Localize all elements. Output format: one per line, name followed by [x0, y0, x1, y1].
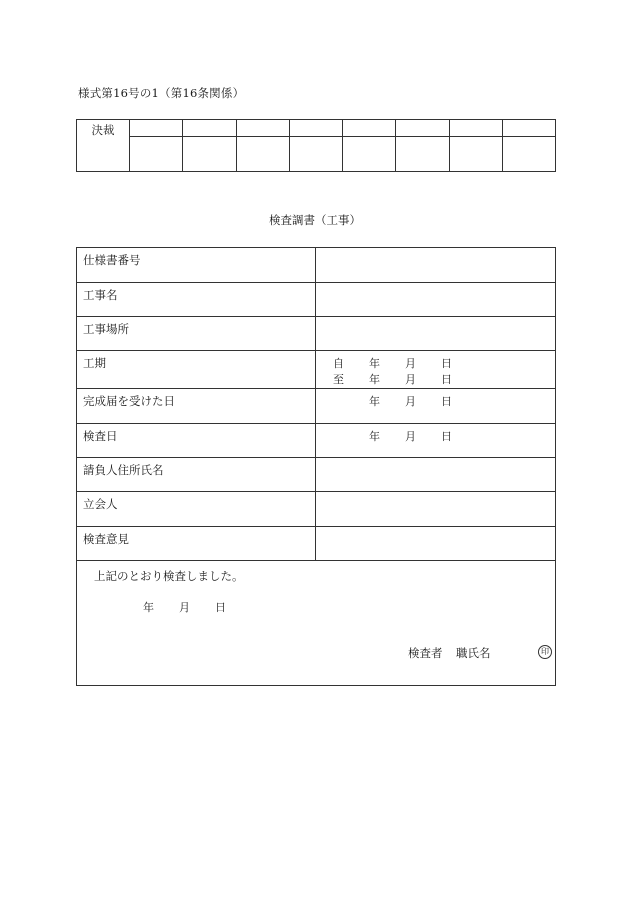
- approval-cell: [130, 120, 183, 137]
- column-divider: [315, 248, 316, 282]
- row-witness: [77, 492, 555, 527]
- approval-cell: [289, 120, 342, 137]
- period-from-label: 自: [333, 357, 344, 370]
- approval-stamp-cell: [449, 137, 502, 172]
- column-divider: [315, 527, 316, 560]
- approval-stamp-cell: [130, 137, 183, 172]
- year-unit: 年: [369, 357, 380, 370]
- statement: 上記のとおり検査しました。: [94, 569, 244, 583]
- month-unit: 月: [405, 395, 416, 408]
- row-label: 立会人: [83, 497, 118, 511]
- approval-stamp-cell: [183, 137, 236, 172]
- row-work-name: [77, 283, 555, 317]
- row-spec-number: [77, 248, 555, 283]
- month-unit: 月: [405, 357, 416, 370]
- row-completion-notice-date: [77, 389, 555, 424]
- day-unit: 日: [441, 373, 452, 386]
- year-unit: 年: [143, 601, 154, 614]
- approval-stamp-cell: [502, 137, 555, 172]
- approval-stamp-cell: [343, 137, 396, 172]
- month-unit: 月: [405, 430, 416, 443]
- form-number: 様式第16号の1（第16条関係）: [78, 86, 245, 100]
- approval-cell: [343, 120, 396, 137]
- row-label: 完成届を受けた日: [83, 394, 175, 408]
- row-label: 請負人住所氏名: [83, 463, 164, 477]
- row-contractor: [77, 458, 555, 492]
- day-unit: 日: [441, 430, 452, 443]
- column-divider: [315, 351, 316, 388]
- day-unit: 日: [441, 357, 452, 370]
- column-divider: [315, 389, 316, 423]
- row-work-location: [77, 317, 555, 351]
- row-label: 仕様書番号: [83, 253, 141, 267]
- row-inspection-opinion: [77, 527, 555, 561]
- approval-cell: [449, 120, 502, 137]
- approval-stamp-cell: [396, 137, 449, 172]
- column-divider: [315, 492, 316, 526]
- day-unit: 日: [441, 395, 452, 408]
- approval-label: 決裁: [77, 120, 130, 172]
- row-label: 検査意見: [83, 532, 129, 546]
- approval-cell: [502, 120, 555, 137]
- year-unit: 年: [369, 395, 380, 408]
- approval-stamp-cell: [289, 137, 342, 172]
- document-title: 検査調書（工事）: [269, 213, 361, 227]
- month-unit: 月: [179, 601, 190, 614]
- row-work-period: [77, 351, 555, 389]
- year-unit: 年: [369, 373, 380, 386]
- period-to-label: 至: [333, 373, 344, 386]
- day-unit: 日: [215, 601, 226, 614]
- row-label: 検査日: [83, 429, 118, 443]
- seal-mark: 印: [538, 645, 552, 659]
- column-divider: [315, 283, 316, 316]
- row-inspection-date: [77, 424, 555, 458]
- column-divider: [315, 317, 316, 350]
- approval-stamp-cell: [236, 137, 289, 172]
- year-unit: 年: [369, 430, 380, 443]
- position-name-label: 職氏名: [456, 646, 491, 660]
- inspector-label: 検査者: [408, 646, 443, 660]
- column-divider: [315, 424, 316, 457]
- column-divider: [315, 458, 316, 491]
- approval-cell: [396, 120, 449, 137]
- approval-table: [76, 119, 556, 172]
- row-label: 工事場所: [83, 322, 129, 336]
- row-label: 工事名: [83, 288, 118, 302]
- approval-cell: [236, 120, 289, 137]
- row-label: 工期: [83, 356, 106, 370]
- approval-cell: [183, 120, 236, 137]
- month-unit: 月: [405, 373, 416, 386]
- inspection-table: [76, 247, 556, 686]
